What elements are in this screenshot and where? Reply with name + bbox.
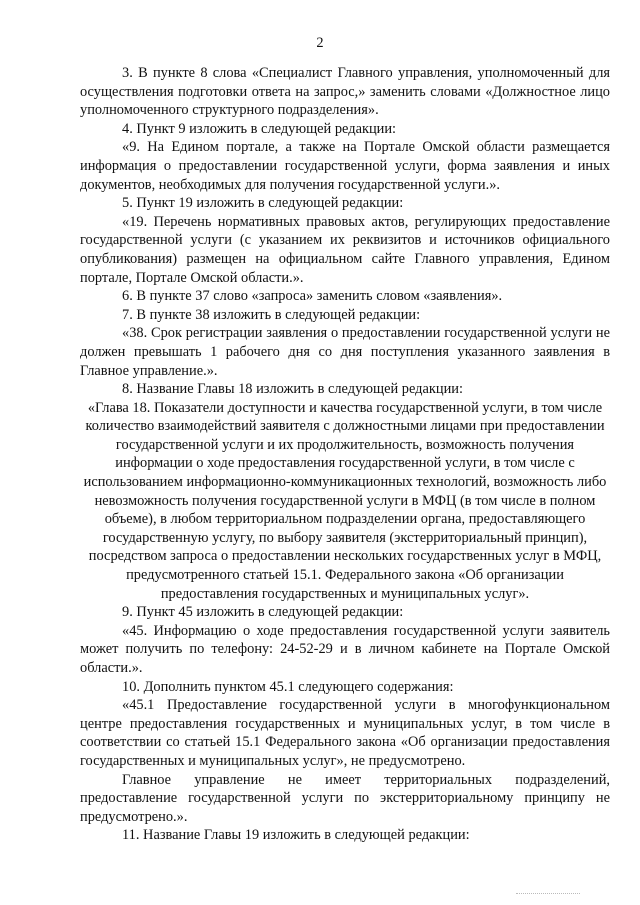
paragraph-item-11: 11. Название Главы 19 изложить в следующей редакции: — [122, 827, 470, 844]
paragraph-item-6: 6. В пункте 37 слово «запроса» заменить словом «заявления». — [122, 288, 503, 305]
paragraph-quote-38: «38. Срок регистрации заявления о предоставлении государственной услуги не должен превышать 1 рабочего дня со дня поступления указанного заявления в Главное управление.». — [80, 325, 610, 379]
paragraph-item-7: 7. В пункте 38 изложить в следующей редакции: — [122, 306, 421, 323]
paragraph-quote-19: «19. Перечень нормативных правовых актов, регулирующих предоставление государственной услуги (с указанием их реквизитов и источников официального опубликования) размещен на официальном сайте Главного управления, Едином портале, Портале Омской области.». — [80, 213, 610, 286]
bottom-scan-mark — [516, 893, 580, 897]
document-body — [80, 64, 610, 845]
paragraph-item-10: 10. Дополнить пунктом 45.1 следующего содержания: — [122, 678, 454, 695]
paragraph-item-3: 3. В пункте 8 слова «Специалист Главного управления, уполномоченный для осуществления подготовки ответа на запрос,» заменить словами «Должностное лицо уполномоченного структурного подразделения». — [80, 65, 610, 119]
paragraph-quote-45: «45. Информацию о ходе предоставления государственной услуги заявитель может получить по телефону: 24-52-29 и в личном кабинете на Портале Омской области.». — [80, 622, 610, 676]
paragraph-item-8: 8. Название Главы 18 изложить в следующей редакции: — [122, 381, 463, 398]
chapter-18-title: «Глава 18. Показатели доступности и качества государственной услуги, в том числе количество взаимодействий заявителя с должностными лицами при предоставлении государственной услуги и их продолжительность, возможность получения информации о ходе предоставления государственной услуги, в том числе с использованием информационно-коммуникационных технологий, возможность либо невозможность получения государственной услуги в МФЦ (в том числе в полном объеме), в любом территориальном подразделении органа, предоставляющего государственную услугу, по выбору заявителя (экстерриториальный принцип), посредством запроса о предоставлении нескольких государственных услуг в МФЦ, предусмотренного статьей 15.1. Федерального закона «Об организации предоставления государственных и муниципальных услуг». — [83, 399, 607, 602]
paragraph-item-9: 9. Пункт 45 изложить в следующей редакции: — [122, 604, 404, 621]
paragraph-item-5: 5. Пункт 19 изложить в следующей редакции: — [122, 195, 404, 212]
page-number: 2 — [316, 35, 324, 51]
paragraph-quote-9: «9. На Едином портале, а также на Портале Омской области размещается информация о предоставлении государственной услуги, форма заявления и иных документов, необходимых для получения государственной услуги.». — [80, 139, 610, 193]
paragraph-item-4: 4. Пункт 9 изложить в следующей редакции: — [122, 120, 397, 137]
paragraph-main-office-note: Главное управление не имеет территориальных подразделений, предоставление государственной услуги по экстерриториальному принципу не предусмотрено.». — [80, 771, 610, 825]
paragraph-quote-45-1: «45.1 Предоставление государственной услуги в многофункциональном центре предоставления государственных и муниципальных услуг, в том числе в соответствии со статьей 15.1 Федерального закона «Об организации предоставления государственных и муниципальных услуг», не предусмотрено. — [80, 697, 610, 769]
